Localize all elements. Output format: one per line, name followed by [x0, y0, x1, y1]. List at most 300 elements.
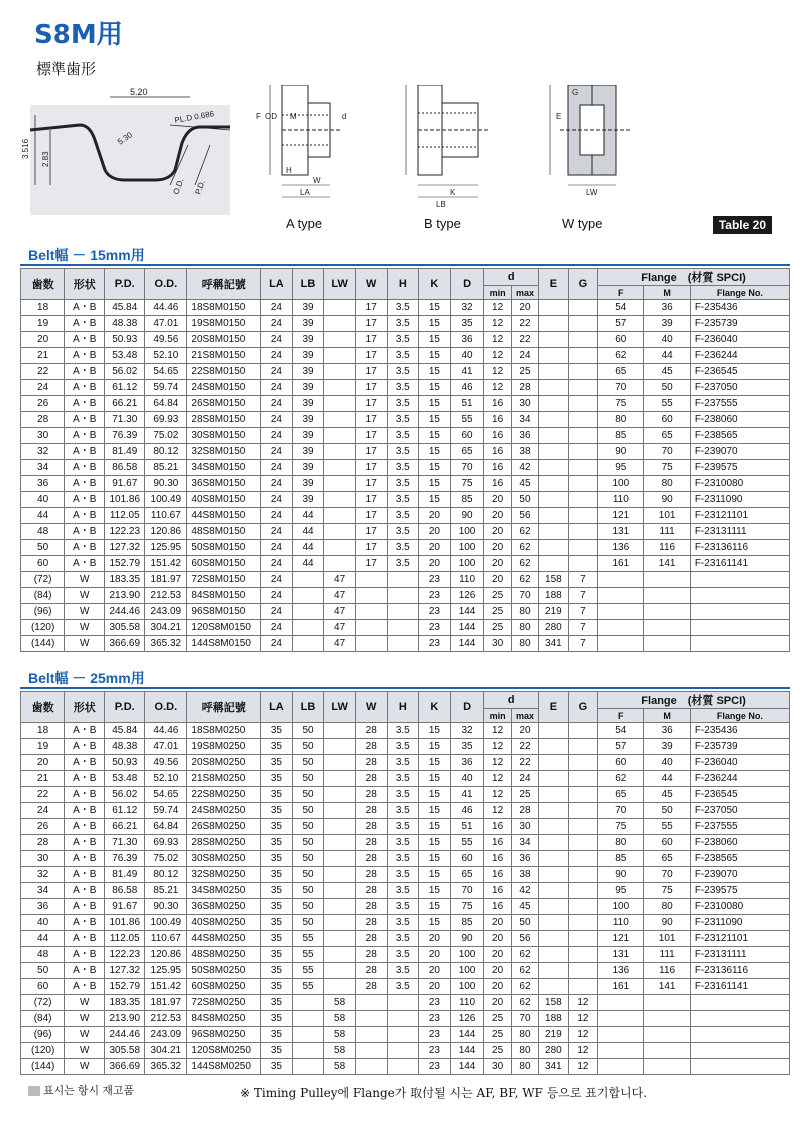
profile-label-depth: 2.83 [41, 151, 50, 167]
table-cell: 17 [355, 332, 387, 348]
table-cell: 56.02 [105, 364, 145, 380]
table-row [21, 460, 790, 476]
table-cell: 12 [568, 1011, 597, 1027]
table-cell: 40 [644, 755, 690, 771]
table-cell: 24 [261, 620, 293, 636]
col-lw: LW [324, 269, 356, 300]
table-cell: A・B [65, 899, 105, 915]
table-cell: A・B [65, 835, 105, 851]
table-cell: 20 [419, 947, 451, 963]
table-cell [355, 1043, 387, 1059]
table-cell: W [65, 1059, 105, 1075]
table-cell [539, 364, 568, 380]
table-cell: 116 [644, 963, 690, 979]
table-cell: 110 [450, 995, 484, 1011]
table-cell: 28 [355, 771, 387, 787]
table-cell [292, 636, 324, 652]
table-cell: 50 [644, 803, 690, 819]
table-cell: 75 [450, 476, 484, 492]
table-cell [568, 963, 597, 979]
table-cell: F-238565 [690, 851, 789, 867]
table-cell: 22 [21, 787, 65, 803]
table-cell: 81.49 [105, 444, 145, 460]
table-cell: 23 [419, 572, 451, 588]
table-cell [324, 739, 356, 755]
table-cell: 17 [355, 428, 387, 444]
table-cell: 30 [484, 1059, 511, 1075]
table-cell: 35 [261, 995, 293, 1011]
table-cell: 44S8M0250 [187, 931, 261, 947]
table-cell [324, 915, 356, 931]
table-cell: 17 [355, 508, 387, 524]
col-d-upper: D [450, 692, 484, 723]
table-cell: 17 [355, 364, 387, 380]
table-cell: 120.86 [145, 947, 187, 963]
table-cell [690, 588, 789, 604]
table-cell: 39 [292, 316, 324, 332]
table-cell: A・B [65, 787, 105, 803]
legend-text: 표시는 항시 재고품 [43, 1085, 135, 1097]
table-cell: 131 [598, 524, 644, 540]
table-cell: 25 [484, 588, 511, 604]
table-cell: 44 [292, 556, 324, 572]
table-cell: 96S8M0150 [187, 604, 261, 620]
table-cell: (144) [21, 1059, 65, 1075]
table-row [21, 364, 790, 380]
table-cell: 40 [450, 771, 484, 787]
table-cell: 55 [644, 396, 690, 412]
table-cell [598, 995, 644, 1011]
table-cell: F-236244 [690, 771, 789, 787]
table-cell [324, 460, 356, 476]
table-cell: 42 [511, 460, 538, 476]
col-flange-group: Flange (材質 SPCI) [598, 692, 790, 709]
table-cell [568, 492, 597, 508]
table-cell [387, 636, 419, 652]
table-row [21, 931, 790, 947]
table-cell: 40S8M0150 [187, 492, 261, 508]
table-cell: 24 [261, 604, 293, 620]
table-cell [598, 1027, 644, 1043]
table-cell: 39 [292, 348, 324, 364]
table-cell: 125.95 [145, 540, 187, 556]
col-flange-group: Flange (材質 SPCI) [598, 269, 790, 286]
table-cell: 15 [419, 771, 451, 787]
section-15-title: Belt幅 － 15mm用 [28, 247, 145, 263]
table-cell: 110.67 [145, 931, 187, 947]
table-cell: 144 [450, 620, 484, 636]
table-cell: 35 [261, 819, 293, 835]
table-cell: 3.5 [387, 899, 419, 915]
page-title: S8M用 [34, 20, 123, 50]
dim-la: LA [300, 188, 310, 197]
table-cell: 3.5 [387, 428, 419, 444]
table-cell: 56.02 [105, 787, 145, 803]
table-cell: 47 [324, 588, 356, 604]
table-cell [690, 995, 789, 1011]
table-cell: W [65, 636, 105, 652]
table-cell: 39 [292, 396, 324, 412]
table-cell: (84) [21, 1011, 65, 1027]
table-cell [324, 476, 356, 492]
col-w: W [355, 269, 387, 300]
table-cell: 80 [598, 835, 644, 851]
table-cell [387, 572, 419, 588]
table-cell [292, 1011, 324, 1027]
footer-note: ※ Timing Pulley에 Flange가 取付될 시는 AF, BF, WF 등으로 표기합니다. [240, 1086, 648, 1100]
table-cell [644, 1043, 690, 1059]
table-row [21, 883, 790, 899]
table-cell: 45 [644, 364, 690, 380]
table-cell [598, 1059, 644, 1075]
table-cell [539, 899, 568, 915]
table-cell [324, 755, 356, 771]
table-cell [539, 492, 568, 508]
table-cell: 122.23 [105, 524, 145, 540]
table-cell [568, 460, 597, 476]
table-cell: 69.93 [145, 412, 187, 428]
table-cell: 28 [355, 899, 387, 915]
table-cell: 23 [419, 1011, 451, 1027]
table-cell: 24 [21, 803, 65, 819]
table-cell: 80 [644, 899, 690, 915]
table-cell [324, 332, 356, 348]
table-cell [568, 364, 597, 380]
table-cell [292, 604, 324, 620]
table-cell: 36 [21, 899, 65, 915]
table-cell: 75 [450, 899, 484, 915]
table-cell: 58 [324, 1027, 356, 1043]
table-cell: 3.5 [387, 883, 419, 899]
table-cell: 24 [261, 540, 293, 556]
table-row [21, 476, 790, 492]
table-cell: 15 [419, 412, 451, 428]
table-cell: 35 [261, 803, 293, 819]
table-cell: 365.32 [145, 636, 187, 652]
table-cell: 20 [21, 332, 65, 348]
table-cell: 24S8M0150 [187, 380, 261, 396]
table-cell: 26S8M0250 [187, 819, 261, 835]
table-cell: 12 [484, 300, 511, 316]
dim-w: W [313, 176, 321, 185]
table-body-25 [21, 723, 790, 1075]
profile-label-pld: PL.D 0.686 [173, 109, 215, 125]
table-cell: 39 [292, 492, 324, 508]
table-cell: 30 [511, 819, 538, 835]
spec-table-25 [20, 691, 790, 1075]
table-cell: 35 [261, 883, 293, 899]
table-cell: 3.5 [387, 835, 419, 851]
table-cell [690, 636, 789, 652]
table-cell [539, 979, 568, 995]
table-cell: 70 [450, 883, 484, 899]
table-cell [568, 915, 597, 931]
table-cell: 24 [511, 348, 538, 364]
table-cell: 58 [324, 1043, 356, 1059]
table-row [21, 1011, 790, 1027]
col-teeth: 歯数 [21, 269, 65, 300]
table-row [21, 723, 790, 739]
table-cell: 3.5 [387, 739, 419, 755]
table-cell: 48 [21, 524, 65, 540]
table-cell: 244.46 [105, 604, 145, 620]
table-cell: 188 [539, 1011, 568, 1027]
table-cell: 50 [292, 819, 324, 835]
table-cell: A・B [65, 300, 105, 316]
table-cell: F-239070 [690, 867, 789, 883]
table-cell [568, 947, 597, 963]
table-row [21, 963, 790, 979]
table-row [21, 540, 790, 556]
table-cell: 96S8M0250 [187, 1027, 261, 1043]
dim-m: M [290, 112, 297, 121]
table-cell [539, 396, 568, 412]
table-cell [324, 979, 356, 995]
table-cell: 45.84 [105, 300, 145, 316]
table-cell: 34 [511, 412, 538, 428]
table-cell: 35 [261, 739, 293, 755]
table-cell: 20 [484, 995, 511, 1011]
table-cell: 50 [292, 803, 324, 819]
table-cell: 16 [484, 396, 511, 412]
profile-label-pitch: 5.20 [130, 87, 148, 97]
table-cell [690, 604, 789, 620]
table-cell: 56 [511, 931, 538, 947]
table-cell: 50 [292, 915, 324, 931]
table-row [21, 787, 790, 803]
table-cell: 28 [355, 963, 387, 979]
table-cell [568, 787, 597, 803]
section-15-rule [20, 264, 790, 266]
table-cell: 15 [419, 723, 451, 739]
table-cell: 23 [419, 1059, 451, 1075]
col-e: E [539, 692, 568, 723]
table-cell: 53.48 [105, 771, 145, 787]
col-d-group: d [484, 269, 539, 286]
table-cell: A・B [65, 819, 105, 835]
table-cell [598, 1011, 644, 1027]
table-cell: 127.32 [105, 963, 145, 979]
table-cell [644, 588, 690, 604]
table-cell: 34 [21, 883, 65, 899]
table-cell [324, 556, 356, 572]
table-cell: 85 [450, 915, 484, 931]
table-cell: 101.86 [105, 915, 145, 931]
table-cell: 47.01 [145, 316, 187, 332]
table-cell: 24 [261, 572, 293, 588]
table-cell: 58 [324, 1011, 356, 1027]
table-row [21, 588, 790, 604]
table-cell: 44 [21, 931, 65, 947]
table-cell: 141 [644, 979, 690, 995]
table-cell: 341 [539, 1059, 568, 1075]
table-row [21, 428, 790, 444]
profile-label-width: 5.30 [115, 130, 134, 147]
table-cell: 366.69 [105, 1059, 145, 1075]
col-m: M [644, 709, 690, 723]
table-cell: 23 [419, 1027, 451, 1043]
table-cell: 122.23 [105, 947, 145, 963]
table-cell: 39 [292, 364, 324, 380]
table-cell: 127.32 [105, 540, 145, 556]
table-cell: 62 [511, 947, 538, 963]
table-cell [690, 1059, 789, 1075]
col-code: 呼稱記號 [187, 269, 261, 300]
table-cell: 110 [450, 572, 484, 588]
table-cell: 35 [261, 771, 293, 787]
table-cell: A・B [65, 380, 105, 396]
table-cell: 52.10 [145, 348, 187, 364]
table-cell: 54 [598, 723, 644, 739]
table-cell: 121 [598, 508, 644, 524]
table-cell: 60 [21, 979, 65, 995]
table-cell: (96) [21, 1027, 65, 1043]
table-row [21, 851, 790, 867]
table-cell: 55 [644, 819, 690, 835]
dim-lb: LB [436, 200, 446, 209]
dim-g: G [572, 88, 579, 97]
table-cell: 20 [484, 508, 511, 524]
table-cell: 3.5 [387, 364, 419, 380]
table-cell: 20 [484, 947, 511, 963]
table-cell: 60 [21, 556, 65, 572]
table-cell: 24 [261, 348, 293, 364]
table-cell: F-23131111 [690, 947, 789, 963]
table-cell: 3.5 [387, 348, 419, 364]
table-cell: W [65, 995, 105, 1011]
table-cell [568, 931, 597, 947]
table-cell: 21 [21, 348, 65, 364]
table-cell: 55 [292, 931, 324, 947]
table-row [21, 739, 790, 755]
table-cell [644, 1027, 690, 1043]
table-cell: 28 [355, 819, 387, 835]
table-cell [568, 899, 597, 915]
table-cell: 341 [539, 636, 568, 652]
table-cell: 305.58 [105, 1043, 145, 1059]
table-cell: 86.58 [105, 460, 145, 476]
table-cell: 120.86 [145, 524, 187, 540]
table-cell: 20S8M0150 [187, 332, 261, 348]
table-cell: 24 [261, 396, 293, 412]
table-cell: 24 [261, 316, 293, 332]
table-cell: 28 [21, 835, 65, 851]
table-cell: 38 [511, 444, 538, 460]
table-cell [568, 332, 597, 348]
legend-swatch [28, 1086, 40, 1096]
table-cell [568, 739, 597, 755]
table-cell: 30 [511, 396, 538, 412]
table-cell: 57 [598, 739, 644, 755]
table-cell [568, 316, 597, 332]
table-cell [387, 1043, 419, 1059]
table-cell: 18 [21, 300, 65, 316]
table-cell: 24 [261, 492, 293, 508]
table-cell: 3.5 [387, 508, 419, 524]
table-cell [539, 476, 568, 492]
table-cell: F-235739 [690, 316, 789, 332]
table-cell: 50.93 [105, 332, 145, 348]
table-cell: 34 [21, 460, 65, 476]
table-cell: 12 [568, 1027, 597, 1043]
table-cell: 17 [355, 492, 387, 508]
spec-table-15 [20, 268, 790, 652]
table-cell [539, 380, 568, 396]
stock-legend [28, 1082, 134, 1098]
table-cell: 3.5 [387, 380, 419, 396]
table-cell [292, 1059, 324, 1075]
table-cell: 144S8M0150 [187, 636, 261, 652]
table-cell: 60 [450, 851, 484, 867]
table-cell: 18S8M0150 [187, 300, 261, 316]
col-shape: 形状 [65, 269, 105, 300]
table-cell: 15 [419, 364, 451, 380]
table-row [21, 300, 790, 316]
table-row [21, 755, 790, 771]
table-cell: 21S8M0150 [187, 348, 261, 364]
table-cell: A・B [65, 915, 105, 931]
table-cell: 75 [644, 883, 690, 899]
table-cell: 20 [484, 915, 511, 931]
table-cell [387, 1059, 419, 1075]
table-cell [568, 835, 597, 851]
table-cell: 365.32 [145, 1059, 187, 1075]
table-cell: A・B [65, 316, 105, 332]
table-cell: 44.46 [145, 300, 187, 316]
table-cell: 53.48 [105, 348, 145, 364]
table-cell: 24 [261, 476, 293, 492]
table-cell: 15 [419, 883, 451, 899]
table-cell: 3.5 [387, 476, 419, 492]
table-cell: 62 [511, 524, 538, 540]
table-cell: 44 [292, 524, 324, 540]
table-cell: 12 [484, 739, 511, 755]
table-cell: 151.42 [145, 556, 187, 572]
table-cell [644, 1059, 690, 1075]
table-cell: 16 [484, 883, 511, 899]
table-cell: 17 [355, 524, 387, 540]
table-cell [539, 867, 568, 883]
table-cell: 19 [21, 316, 65, 332]
profile-label-height: 3.516 [21, 138, 30, 159]
table-cell: 15 [419, 867, 451, 883]
table-cell: 100 [598, 476, 644, 492]
table-cell: A・B [65, 476, 105, 492]
table-cell: 22 [511, 332, 538, 348]
table-cell [324, 899, 356, 915]
table-cell: 23 [419, 995, 451, 1011]
table-row [21, 995, 790, 1011]
table-cell: 51 [450, 396, 484, 412]
table-cell: 35 [261, 947, 293, 963]
table-cell: 144S8M0250 [187, 1059, 261, 1075]
col-dmin: min [484, 286, 511, 300]
table-cell: 3.5 [387, 316, 419, 332]
col-code: 呼稱記號 [187, 692, 261, 723]
table-cell: 55 [292, 963, 324, 979]
table-cell: 100.49 [145, 492, 187, 508]
table-cell [355, 572, 387, 588]
table-cell: 15 [419, 348, 451, 364]
table-cell [324, 540, 356, 556]
table-cell [568, 819, 597, 835]
table-cell: 76.39 [105, 428, 145, 444]
table-cell [324, 851, 356, 867]
table-row [21, 1059, 790, 1075]
table-cell: 91.67 [105, 899, 145, 915]
table-cell: 44S8M0150 [187, 508, 261, 524]
table-cell: 58 [324, 1059, 356, 1075]
